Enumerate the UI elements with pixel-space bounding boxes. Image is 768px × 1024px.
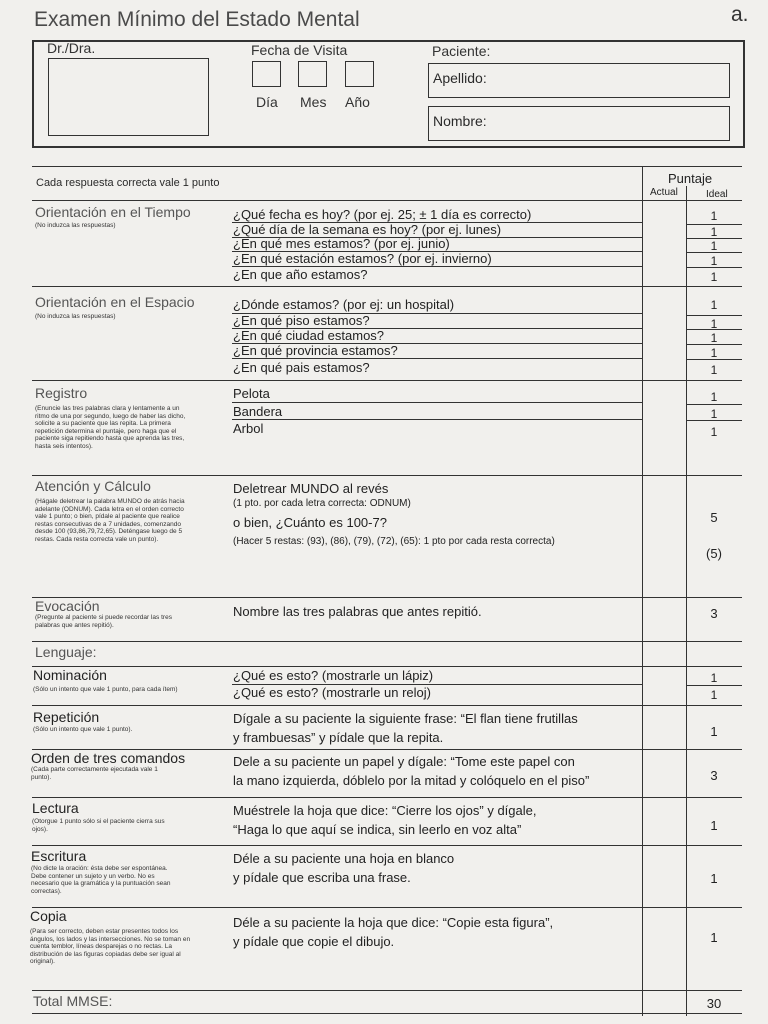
copy-line-1: Déle a su paciente la hoja que dice: “Copie esta figura”, (233, 915, 554, 930)
section-title-naming: Nominación (33, 667, 107, 683)
surname-field[interactable] (428, 63, 730, 98)
total-label: Total MMSE: (33, 993, 113, 1009)
section-note-space: (No induzca las respuestas) (35, 313, 116, 320)
ideal-score: 3 (710, 606, 718, 621)
ideal-score: 1 (710, 871, 718, 886)
ideal-score: 5 (710, 510, 718, 525)
section-divider (32, 797, 742, 798)
question-space-3: ¿En qué ciudad estamos? (233, 328, 385, 343)
ideal-score: 1 (710, 225, 718, 239)
section-note-naming: (Sólo un intento que vale 1 punto, para cada ítem) (33, 686, 178, 693)
score-divider (686, 344, 742, 345)
month-field[interactable] (298, 61, 327, 87)
question-space-1: ¿Dónde estamos? (por ej: un hospital) (233, 297, 455, 312)
section-title-time: Orientación en el Tiempo (35, 204, 191, 220)
question-divider (232, 266, 642, 267)
ideal-score: 1 (710, 818, 718, 833)
score-divider (686, 315, 742, 316)
score-divider (686, 685, 742, 686)
month-label: Mes (300, 94, 327, 110)
section-divider (32, 907, 742, 908)
ideal-score: 1 (710, 270, 718, 284)
ideal-score: 1 (710, 425, 718, 439)
section-title-reading: Lectura (32, 800, 79, 816)
recall-instruction: Nombre las tres palabras que antes repitió. (233, 604, 482, 619)
score-divider (686, 238, 742, 239)
name-label: Nombre: (433, 113, 487, 129)
ideal-score: 1 (710, 209, 718, 223)
question-divider (232, 419, 642, 420)
section-title-language: Lenguaje: (35, 644, 97, 660)
attention-spell-instruction: Deletrear MUNDO al revés (233, 481, 389, 496)
day-field[interactable] (252, 61, 281, 87)
word-1: Pelota (233, 386, 270, 401)
question-divider (232, 237, 642, 238)
question-time-1: ¿Qué fecha es hoy? (por ej. 25; ± 1 día es correcto) (233, 207, 532, 222)
repetition-line-1: Dígale a su paciente la siguiente frase: “El flan tiene frutillas (233, 711, 578, 726)
section-divider (32, 641, 742, 642)
section-divider (32, 666, 742, 667)
repetition-line-2: y frambuesas” y pídale que la repita. (233, 730, 444, 745)
actual-column-rule (642, 166, 643, 1016)
section-divider (32, 597, 742, 598)
reading-line-2: “Haga lo que aquí se indica, sin leerlo en voz alta” (233, 822, 522, 837)
attention-subtract-instruction: o bien, ¿Cuánto es 100-7? (233, 515, 387, 530)
day-label: Día (256, 94, 278, 110)
question-divider (232, 402, 642, 403)
score-divider (686, 252, 742, 253)
writing-line-2: y pídale que escriba una frase. (233, 870, 411, 885)
question-divider (232, 313, 642, 314)
word-2: Bandera (233, 404, 283, 419)
ideal-score: 1 (710, 671, 718, 685)
ideal-score: 1 (710, 317, 718, 331)
section-divider (32, 990, 742, 991)
section-title-recall: Evocación (35, 598, 100, 614)
score-divider (686, 359, 742, 360)
question-space-5: ¿En qué pais estamos? (233, 360, 370, 375)
ideal-score-alt: (5) (706, 546, 722, 561)
copy-line-2: y pídale que copie el dibujo. (233, 934, 395, 949)
section-title-three-commands: Orden de tres comandos (31, 750, 186, 766)
section-title-space: Orientación en el Espacio (35, 294, 195, 310)
question-divider (232, 358, 642, 359)
table-top-rule (32, 166, 742, 167)
question-space-4: ¿En qué provincia estamos? (233, 343, 398, 358)
question-time-5: ¿En que año estamos? (233, 267, 368, 282)
section-divider (32, 845, 742, 846)
section-note-attention: (Hágale deletrear la palabra MUNDO de atrás hacia adelante (ODNUM). Cada letra en el orden correcto vale 1 punto; o bien, pídale al paciente que realice restas consecutivas de a 7 unidades, comenzando desde 100 (93,86,79,72,65). Deténgase luego de 5 restas. Cada resta correcta vale un punto). (35, 498, 185, 543)
table-header-rule (32, 200, 742, 201)
ideal-score: 1 (710, 331, 718, 345)
section-title-attention: Atención y Cálculo (35, 478, 151, 494)
ideal-score: 1 (710, 724, 718, 739)
doctor-label: Dr./Dra. (47, 40, 96, 56)
reading-line-1: Muéstrele la hoja que dice: “Cierre los ojos” y dígale, (233, 803, 537, 818)
section-divider (32, 286, 742, 287)
section-title-writing: Escritura (31, 848, 87, 864)
section-note-reading: (Otorgue 1 punto sólo si el paciente cierra sus ojos). (32, 818, 165, 833)
patient-label: Paciente: (432, 43, 491, 59)
ideal-header: Ideal (706, 189, 728, 200)
question-divider (232, 222, 642, 223)
question-divider (232, 684, 642, 685)
writing-line-1: Déle a su paciente una hoja en blanco (233, 851, 455, 866)
question-space-2: ¿En qué piso estamos? (233, 313, 370, 328)
section-divider (32, 705, 742, 706)
score-divider (686, 329, 742, 330)
score-divider (686, 420, 742, 421)
question-divider (232, 343, 642, 344)
ideal-score: 1 (710, 254, 718, 268)
attention-spell-scoring: (1 pto. por cada letra correcta: ODNUM) (233, 498, 411, 509)
ideal-score: 1 (710, 363, 718, 377)
naming-watch: ¿Qué es esto? (mostrarle un reloj) (233, 685, 431, 700)
surname-label: Apellido: (433, 70, 487, 86)
actual-header: Actual (650, 187, 678, 198)
section-note-registration: (Enuncie las tres palabras clara y lentamente a un ritmo de una por segundo, luego de haber las dicho, solicite a su paciente que las repita. La primera repetición determina el puntaje, pero haga que el paciente siga repitiendo hasta que aprenda las tres, hasta seis intentos). (35, 405, 186, 450)
ideal-score: 1 (710, 930, 718, 945)
table-instruction: Cada respuesta correcta vale 1 punto (36, 177, 220, 189)
section-note-repetition: (Sólo un intento que vale 1 punto). (33, 726, 133, 733)
table-bottom-rule (32, 1013, 742, 1014)
score-divider (686, 404, 742, 405)
name-field[interactable] (428, 106, 730, 141)
commands-line-1: Dele a su paciente un papel y dígale: “Tome este papel con (233, 754, 575, 769)
question-time-4: ¿En qué estación estamos? (por ej. invierno) (233, 251, 492, 266)
section-note-three-commands: (Cada parte correctamente ejecutada vale 1 punto). (31, 766, 158, 781)
section-note-time: (No induzca las respuestas) (35, 222, 116, 229)
attention-subtract-scoring: (Hacer 5 restas: (93), (86), (79), (72), (65): 1 pto por cada resta correcta) (233, 536, 555, 547)
question-time-2: ¿Qué día de la semana es hoy? (por ej. lunes) (233, 222, 502, 237)
year-label: Año (345, 94, 370, 110)
word-3: Arbol (233, 421, 264, 436)
visit-date-label: Fecha de Visita (251, 42, 348, 58)
score-header: Puntaje (668, 171, 713, 186)
section-divider (32, 475, 742, 476)
section-title-copy: Copia (30, 908, 67, 924)
ideal-score: 1 (710, 688, 718, 702)
ideal-score: 1 (710, 390, 718, 404)
question-divider (232, 328, 642, 329)
ideal-score: 1 (710, 346, 718, 360)
ideal-score: 1 (710, 239, 718, 253)
doctor-field[interactable] (48, 58, 209, 136)
total-ideal-score: 30 (706, 996, 722, 1011)
section-title-repetition: Repetición (33, 709, 100, 725)
question-divider (232, 251, 642, 252)
year-field[interactable] (345, 61, 374, 87)
section-note-recall: (Pregunte al paciente si puede recordar las tres palabras que antes repitió). (35, 614, 172, 629)
ideal-column-rule (686, 186, 687, 1016)
section-divider (32, 380, 742, 381)
form-title: Examen Mínimo del Estado Mental (34, 8, 360, 31)
score-divider (686, 224, 742, 225)
ideal-score: 1 (710, 407, 718, 421)
ideal-score: 3 (710, 768, 718, 783)
section-note-copy: (Para ser correcto, deben estar presentes todos los ángulos, los lados y las intersecciones. No se toman en cuenta temblor, líneas desparejas o no rectas. La distribución de las figuras copiadas debe ser igual al original). (30, 928, 191, 966)
section-title-registration: Registro (35, 385, 88, 401)
question-time-3: ¿En qué mes estamos? (por ej. junio) (233, 236, 450, 251)
ideal-score: 1 (710, 298, 718, 312)
section-note-writing: (No dicte la oración: ésta debe ser espontánea. Debe contener un sujeto y un verbo. No es necesario que la gramática y la puntuación sean correctas). (31, 865, 171, 895)
naming-pencil: ¿Qué es esto? (mostrarle un lápiz) (233, 668, 434, 683)
score-divider (686, 267, 742, 268)
page-corner-mark: a. (731, 3, 749, 26)
commands-line-2: la mano izquierda, dóblelo por la mitad y colóquelo en el piso” (233, 773, 590, 788)
